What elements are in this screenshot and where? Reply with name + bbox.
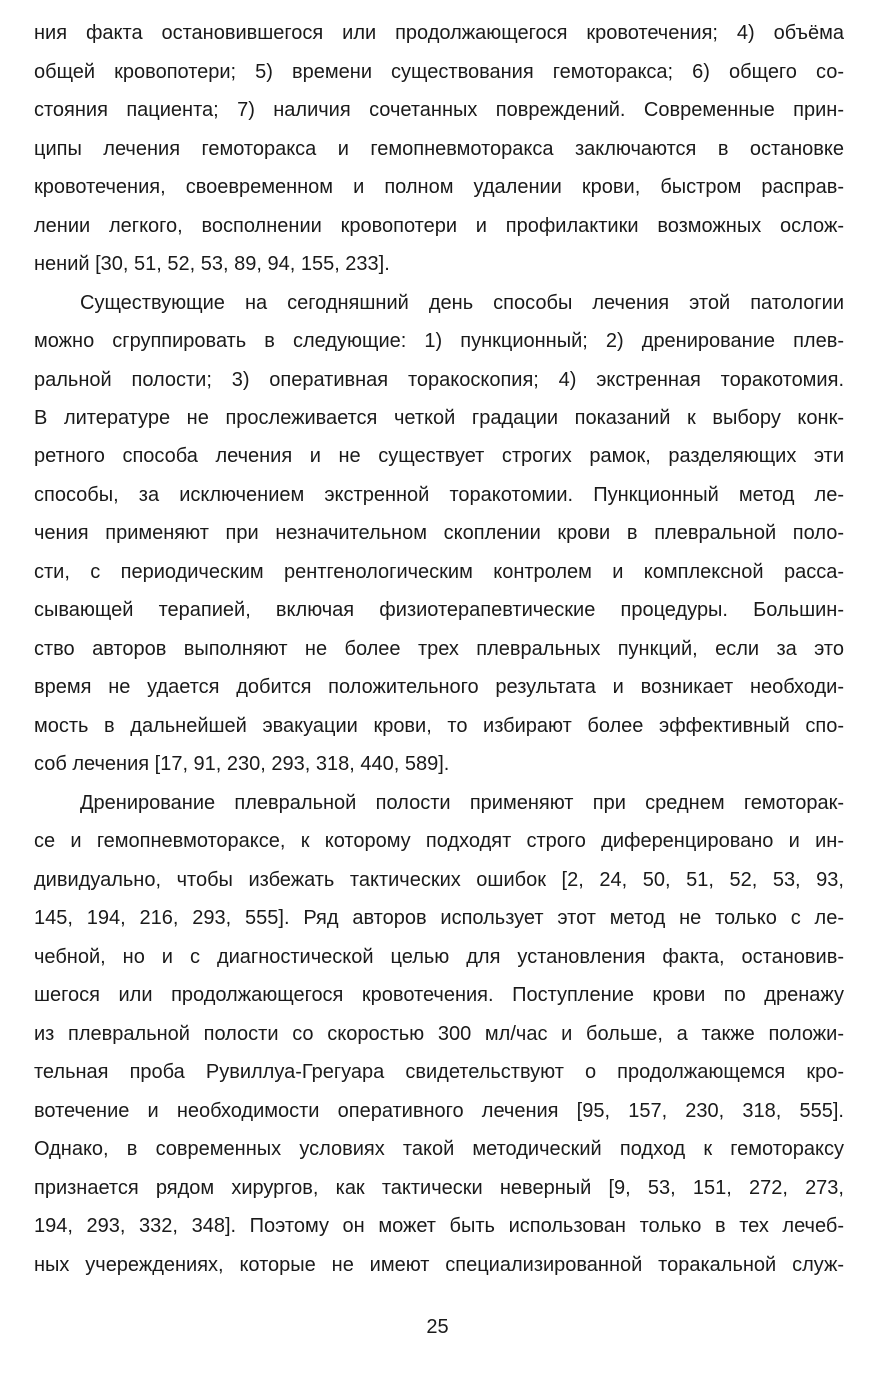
- text-line: соб лечения [17, 91, 230, 293, 318, 440, 589].: [34, 753, 450, 775]
- text-line: чебной, но и с диагностической целью для установления факта, остановив-: [34, 946, 844, 968]
- text-line: лении легкого, восполнении кровопотери и профилактики возможных ослож-: [34, 215, 844, 237]
- text-line: 145, 194, 216, 293, 555]. Ряд авторов использует этот метод не только с ле-: [34, 907, 844, 929]
- text-line: Дренирование плевральной полости применяют при среднем гемоторак-: [80, 792, 844, 814]
- text-line: ральной полости; 3) оперативная торакоскопия; 4) экстренная торакотомия.: [34, 369, 844, 391]
- text-line: дивидуально, чтобы избежать тактических ошибок [2, 24, 50, 51, 52, 53, 93,: [34, 869, 844, 891]
- text-line: признается рядом хирургов, как тактически неверный [9, 53, 151, 272, 273,: [34, 1177, 844, 1199]
- text-line: се и гемопневмотораксе, к которому подходят строго диференцировано и ин-: [34, 830, 844, 852]
- text-line: сывающей терапией, включая физиотерапевтические процедуры. Большин-: [34, 599, 844, 621]
- text-line: нений [30, 51, 52, 53, 89, 94, 155, 233].: [34, 253, 390, 275]
- text-line: ретного способа лечения и не существует строгих рамок, разделяющих эти: [34, 445, 844, 467]
- text-line: Однако, в современных условиях такой методический подход к гемотораксу: [34, 1138, 844, 1160]
- text-line: ных учереждениях, которые не имеют специализированной торакальной служ-: [34, 1254, 844, 1276]
- text-line: шегося или продолжающегося кровотечения. Поступление крови по дренажу: [34, 984, 844, 1006]
- text-line: ния факта остановившегося или продолжающегося кровотечения; 4) объёма: [34, 22, 844, 44]
- text-line: Существующие на сегодняшний день способы лечения этой патологии: [80, 292, 844, 314]
- text-line: общей кровопотери; 5) времени существования гемоторакса; 6) общего со-: [34, 61, 844, 83]
- text-line: тельная проба Рувиллуа-Грегуара свидетельствуют о продолжающемся кро-: [34, 1061, 844, 1083]
- text-line: ство авторов выполняют не более трех плевральных пункций, если за это: [34, 638, 844, 660]
- text-line: сти, с периодическим рентгенологическим контролем и комплексной расса-: [34, 561, 844, 583]
- text-line: ципы лечения гемоторакса и гемопневмоторакса заключаются в остановке: [34, 138, 844, 160]
- page-number: 25: [426, 1316, 449, 1338]
- text-line: чения применяют при незначительном скоплении крови в плевральной поло-: [34, 522, 844, 544]
- text-line: стояния пациента; 7) наличия сочетанных повреждений. Современные прин-: [34, 99, 844, 121]
- text-line: В литературе не прослеживается четкой градации показаний к выбору конк-: [34, 407, 844, 429]
- text-line: вотечение и необходимости оперативного лечения [95, 157, 230, 318, 555].: [34, 1100, 844, 1122]
- text-line: способы, за исключением экстренной торакотомии. Пункционный метод ле-: [34, 484, 844, 506]
- text-line: мость в дальнейшей эвакуации крови, то избирают более эффективный спо-: [34, 715, 844, 737]
- text-line: из плевральной полости со скоростью 300 мл/час и больше, а также положи-: [34, 1023, 844, 1045]
- text-line: 194, 293, 332, 348]. Поэтому он может быть использован только в тех лечеб-: [34, 1215, 844, 1237]
- text-line: время не удается добится положительного результата и возникает необходи-: [34, 676, 844, 698]
- text-line: кровотечения, своевременном и полном удалении крови, быстром расправ-: [34, 176, 844, 198]
- text-line: можно сгруппировать в следующие: 1) пункционный; 2) дренирование плев-: [34, 330, 844, 352]
